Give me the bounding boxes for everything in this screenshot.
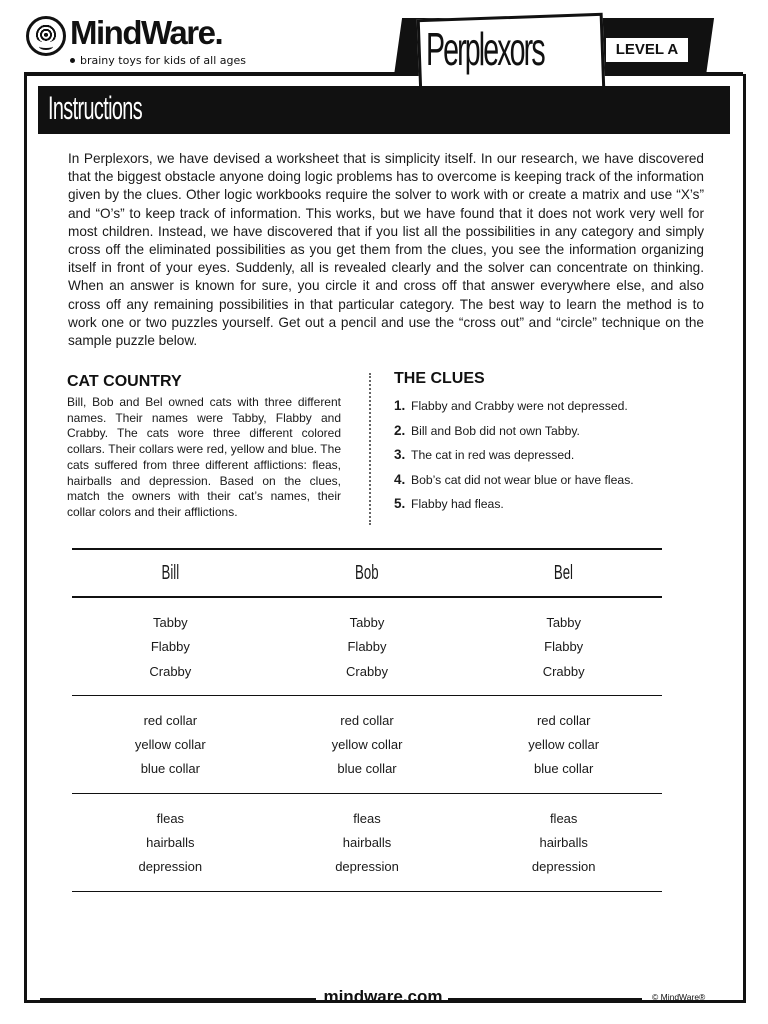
option-blue-collar[interactable]: blue collar (534, 761, 594, 777)
smiling-face-icon (26, 16, 66, 56)
logo-tagline: brainy toys for kids of all ages (80, 54, 246, 67)
bill-column (72, 709, 269, 782)
clues-title: THE CLUES (394, 370, 485, 387)
clue-item (394, 447, 694, 472)
instructions-banner (38, 86, 730, 134)
option-blue-collar[interactable]: blue collar (337, 761, 397, 777)
clue-item (394, 423, 694, 448)
option-fleas[interactable]: fleas (156, 810, 185, 826)
option-depression[interactable]: depression (531, 859, 596, 875)
footer-rule-right (448, 998, 642, 1001)
option-red-collar[interactable]: red collar (536, 712, 591, 728)
option-red-collar[interactable]: red collar (143, 712, 198, 728)
bob-column (269, 611, 466, 684)
option-flabby[interactable]: Flabby (544, 639, 584, 655)
bel-column (465, 709, 662, 782)
option-fleas[interactable]: fleas (549, 810, 578, 826)
clue-item (394, 398, 694, 423)
option-tabby[interactable]: Tabby (152, 615, 188, 630)
owner-name: Bill (161, 561, 180, 584)
bob-column (269, 709, 466, 782)
option-hairballs[interactable]: hairballs (146, 835, 195, 851)
option-red-collar[interactable]: red collar (340, 712, 394, 728)
option-flabby[interactable]: Flabby (347, 639, 387, 655)
footer-rule-left (40, 998, 316, 1001)
clue-number: 4. (394, 471, 406, 487)
clue-item (394, 472, 694, 497)
intro-paragraph: In Perplexors, we have devised a worksheet that is simplicity itself. In our research, we have discovered that the biggest obstacle anyone doing logic problems has to overcome is keeping track of the information given by the clues. Other logic workbooks require the solver to work with or create a matrix and use “X’s” and “O’s” to keep track of information. This works, but we have found that it does not work very well for most children. Instead, we have discovered that if you list all the possibilities in any category and simply cross off the eliminated possibilities as you get them from the clues, you see the information organizing itself in front of your eyes. Suddenly, all is revealed clearly and the solver can concentrate on thinking. When an answer is known for sure, you circle it and cross off that answer everywhere else, and also cross off any remaining possibilities in that particular category. The best way to learn the method is to work one or two puzzles yourself. Get out a pencil and use the “cross out” and “circle” technique on the sample puzzle below. (68, 151, 704, 349)
clue-number: 5. (394, 496, 406, 511)
option-hairballs[interactable]: hairballs (342, 835, 392, 851)
option-yellow-collar[interactable]: yellow collar (134, 737, 206, 753)
clues-list (394, 398, 694, 521)
clue-item (394, 496, 694, 521)
clue-text: Flabby had fleas. (411, 497, 504, 511)
logo-name: MindWare. (70, 14, 223, 51)
option-tabby[interactable]: Tabby (546, 615, 582, 630)
option-yellow-collar[interactable]: yellow collar (528, 737, 600, 753)
bob-column (269, 807, 466, 880)
option-depression[interactable]: depression (335, 859, 399, 875)
brand-name: Perplexors (426, 23, 544, 75)
clue-text: The cat in red was depressed. (411, 448, 575, 462)
mindware-logo (24, 14, 254, 70)
option-tabby[interactable]: Tabby (349, 615, 385, 630)
option-flabby[interactable]: Flabby (150, 639, 190, 655)
option-crabby[interactable]: Crabby (149, 663, 192, 679)
option-depression[interactable]: depression (138, 859, 203, 875)
clue-number: 1. (394, 398, 406, 413)
copyright-notice: © MindWare® (652, 992, 706, 1002)
clue-text: Bill and Bob did not own Tabby. (411, 423, 580, 438)
footer-website[interactable]: mindware.com (323, 987, 443, 1006)
clue-number: 3. (394, 447, 406, 462)
clue-number: 2. (394, 422, 406, 438)
puzzle-title: CAT COUNTRY (67, 373, 182, 390)
option-fleas[interactable]: fleas (353, 810, 381, 826)
grid-rule (72, 891, 662, 892)
option-blue-collar[interactable]: blue collar (140, 761, 200, 777)
section-title: Instructions (48, 90, 143, 126)
level-label: LEVEL A (606, 38, 688, 62)
owner-header-bob (269, 562, 466, 585)
bill-column (72, 807, 269, 880)
owner-header-bel (465, 562, 662, 585)
option-hairballs[interactable]: hairballs (539, 835, 588, 851)
clue-text: Flabby and Crabby were not depressed. (411, 399, 628, 413)
bel-column (465, 611, 662, 684)
clue-text: Bob’s cat did not wear blue or have fleas. (411, 472, 634, 487)
owner-name: Bob (355, 561, 379, 584)
owner-name: Bel (554, 561, 574, 584)
bill-column (72, 611, 269, 684)
collars-group (72, 696, 662, 793)
afflictions-group (72, 794, 662, 891)
grid-header (72, 550, 662, 596)
owner-header-bill (72, 562, 269, 585)
option-yellow-collar[interactable]: yellow collar (331, 737, 403, 753)
cat-names-group (72, 598, 662, 695)
answer-grid (72, 548, 662, 892)
dotted-divider (369, 373, 371, 525)
option-crabby[interactable]: Crabby (542, 663, 585, 679)
option-crabby[interactable]: Crabby (346, 663, 388, 679)
puzzle-story: Bill, Bob and Bel owned cats with three different names. Their names were Tabby, Flabby and Crabby. The cats wore three different colored collars. Their collars were red, yellow and blue. The cats suffered from three different afflictions: fleas, hairballs and depression. Based on the clues, match the owners with their cat’s names, their collar colors and their afflictions. (67, 395, 341, 519)
bel-column (465, 807, 662, 880)
